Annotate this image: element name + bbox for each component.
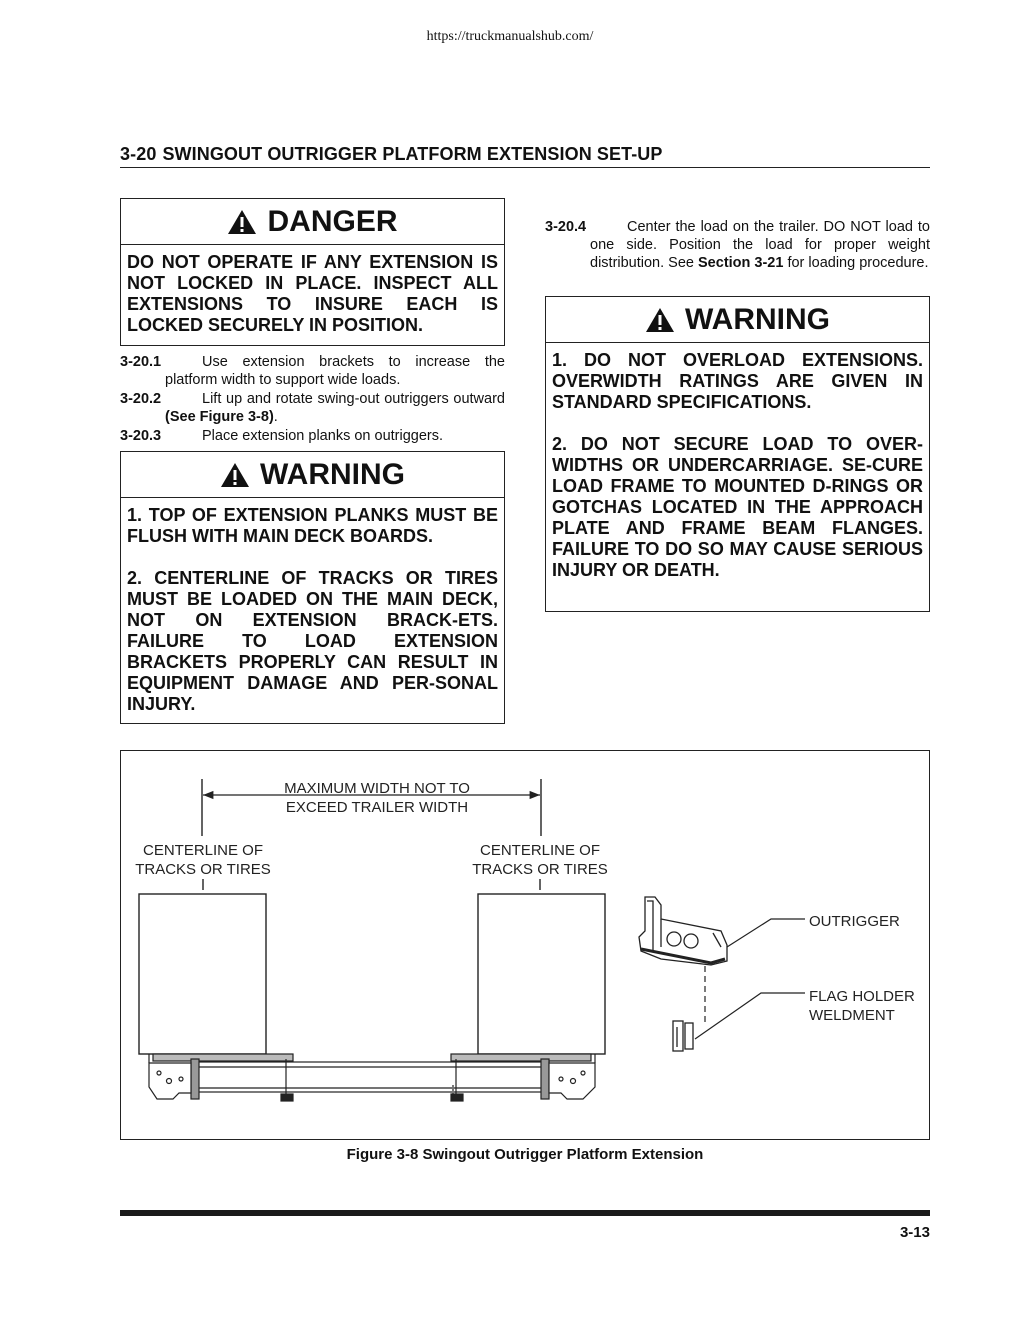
danger-heading-text: DANGER [267, 204, 398, 238]
step-text-part: . [273, 409, 278, 425]
warning-heading-text: WARNING [260, 457, 405, 491]
outrigger-label: OUTRIGGER [809, 913, 900, 930]
warning-body [546, 343, 929, 588]
max-width-label-1: MAXIMUM WIDTH NOT TO [284, 780, 470, 797]
step-text-part: for loading procedure. [783, 255, 929, 271]
flag-holder-label-2: WELDMENT [809, 1007, 895, 1024]
warning-body [121, 498, 504, 722]
step-number: 3-20.3 [120, 428, 162, 444]
warning-box-left [120, 451, 505, 724]
step-text: Place extension planks on outriggers. [202, 428, 444, 444]
danger-heading [121, 199, 504, 245]
centerline-label-left-2: TRACKS OR TIRES [135, 861, 271, 878]
source-url: https://truckmanualshub.com/ [426, 29, 594, 44]
load-track-left [139, 894, 266, 1054]
step-3-20-4 [545, 218, 930, 272]
section-title-text: SWINGOUT OUTRIGGER PLATFORM EXTENSION SET-UP [162, 144, 663, 164]
danger-box [120, 198, 505, 346]
warning-box-right [545, 296, 930, 612]
flag-holder-part [673, 1021, 693, 1051]
warning-item-1: 1. DO NOT OVERLOAD EXTENSIONS. OVERWIDTH RATINGS ARE GIVEN IN STANDARD SPECIFICATIONS. [552, 350, 923, 412]
step-3-20-2 [120, 390, 505, 426]
step-number: 3-20.1 [120, 354, 162, 370]
warning-item-2: 2. DO NOT SECURE LOAD TO OVER-WIDTHS OR UNDERCARRIAGE. SE-CURE LOAD FRAME TO MOUNTED D-RINGS OR GOTCHAS LOCATED IN THE APPROACH PLATE AND FRAME BEAM FLANGES. FAILURE TO DO SO MAY CAUSE SERIOUS INJURY OR DEATH. [552, 434, 923, 580]
footer-rule [120, 1210, 930, 1216]
warning-triangle-icon [645, 307, 675, 333]
centerline-label-left-1: CENTERLINE OF [142, 842, 264, 859]
step-number: 3-20.2 [120, 391, 162, 407]
warning-heading [546, 297, 929, 343]
step-text [545, 218, 930, 272]
outrigger-diagram [121, 751, 928, 1138]
centerline-label-right-2: TRACKS OR TIRES [472, 861, 608, 878]
step-text-part: Center the load on the trailer. DO NOT load to one side. Position the load for proper weight distribution. See [590, 219, 930, 271]
warning-item-1: 1. TOP OF EXTENSION PLANKS MUST BE FLUSH WITH MAIN DECK BOARDS. [127, 505, 498, 546]
max-width-label-2: EXCEED TRAILER WIDTH [285, 799, 469, 816]
section-number: 3-20 [120, 144, 157, 164]
step-3-20-1 [120, 353, 505, 389]
step-text-part: Lift up and rotate swing-out outriggers outward [202, 391, 505, 407]
warning-heading-text: WARNING [685, 302, 830, 336]
flag-holder-label-1: FLAG HOLDER [809, 988, 915, 1005]
section-reference: Section 3-21 [698, 255, 784, 271]
figure-frame [120, 750, 930, 1140]
warning-heading [121, 452, 504, 498]
warning-item-2: 2. CENTERLINE OF TRACKS OR TIRES MUST BE LOADED ON THE MAIN DECK, NOT ON EXTENSION BRACK-ETS. FAILURE TO LOAD EXTENSION BRACKETS PROPERLY CAN RESULT IN EQUIPMENT DAMAGE AND PER-SONAL INJURY. [127, 568, 498, 714]
load-track-right [478, 894, 605, 1054]
step-3-20-3 [120, 427, 505, 445]
step-text [120, 390, 505, 426]
section-title [120, 144, 930, 168]
page-number: 3-13 [899, 1224, 930, 1241]
figure-reference: (See Figure 3-8) [165, 409, 274, 425]
danger-text: DO NOT OPERATE IF ANY EXTENSION IS NOT LOCKED IN PLACE. INSPECT ALL EXTENSIONS TO INSURE EACH IS LOCKED SECURELY IN POSITION. [127, 252, 498, 335]
trailer-frame [149, 1054, 595, 1101]
step-number: 3-20.4 [545, 219, 587, 235]
figure-caption: Figure 3-8 Swingout Outrigger Platform Extension [346, 1146, 704, 1163]
centerline-label-right-1: CENTERLINE OF [479, 842, 601, 859]
outrigger-part [639, 897, 727, 965]
warning-triangle-icon [220, 462, 250, 488]
step-text: Use extension brackets to increase the platform width to support wide loads. [165, 354, 505, 388]
warning-triangle-icon [227, 209, 257, 235]
